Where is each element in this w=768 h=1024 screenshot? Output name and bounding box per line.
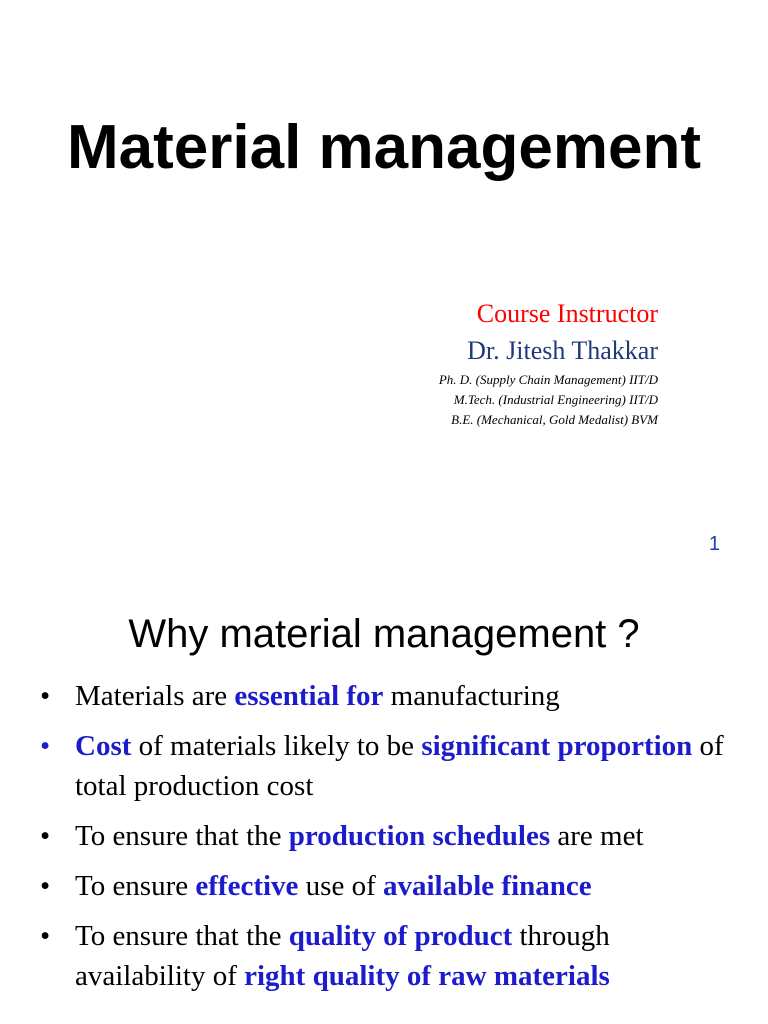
bullet-highlight: effective xyxy=(195,870,299,902)
bullet-highlight: production schedules xyxy=(288,820,551,852)
credential-phd: Ph. D. (Supply Chain Management) IIT/D xyxy=(438,372,658,387)
bullet-text: use of xyxy=(298,870,383,902)
bullet-highlight: Cost xyxy=(75,730,132,762)
bullet-item xyxy=(40,816,740,856)
bullet-item xyxy=(40,676,740,716)
bullet-highlight: essential for xyxy=(234,680,384,712)
bullet-list xyxy=(40,676,740,1006)
bullet-text: of total production cost xyxy=(75,730,724,802)
bullet-highlight: right quality of raw materials xyxy=(244,960,610,992)
credential-be: B.E. (Mechanical, Gold Medalist) BVM xyxy=(451,412,658,427)
bullet-marker: • xyxy=(40,680,51,712)
bullet-marker: • xyxy=(40,730,51,762)
bullet-text: of materials likely to be xyxy=(131,730,422,762)
bullet-item xyxy=(40,916,740,996)
bullet-text: To ensure that the xyxy=(75,820,289,852)
bullet-item xyxy=(40,866,740,906)
bullet-marker: • xyxy=(40,820,51,852)
bullet-marker: • xyxy=(40,870,51,902)
slide-heading: Why material management ? xyxy=(128,612,640,656)
instructor-name: Dr. Jitesh Thakkar xyxy=(467,336,658,365)
bullet-text: through availability of xyxy=(75,920,610,992)
page-title: Material management xyxy=(67,113,701,182)
bullet-text: are met xyxy=(550,820,644,852)
page-number: 1 xyxy=(708,533,720,555)
bullet-item xyxy=(40,726,740,806)
instructor-role: Course Instructor xyxy=(476,299,658,328)
bullet-marker: • xyxy=(40,920,51,952)
bullet-highlight: significant proportion xyxy=(421,730,693,762)
bullet-text: Materials are xyxy=(75,680,235,712)
instructor-block xyxy=(439,296,658,430)
bullet-text: To ensure that the xyxy=(75,920,289,952)
bullet-text: manufacturing xyxy=(383,680,560,712)
slide-why-material-management xyxy=(0,576,768,1024)
credential-mtech: M.Tech. (Industrial Engineering) IIT/D xyxy=(453,392,658,407)
bullet-highlight: quality of product xyxy=(288,920,513,952)
bullet-highlight: available finance xyxy=(382,870,592,902)
bullet-text: To ensure xyxy=(75,870,196,902)
